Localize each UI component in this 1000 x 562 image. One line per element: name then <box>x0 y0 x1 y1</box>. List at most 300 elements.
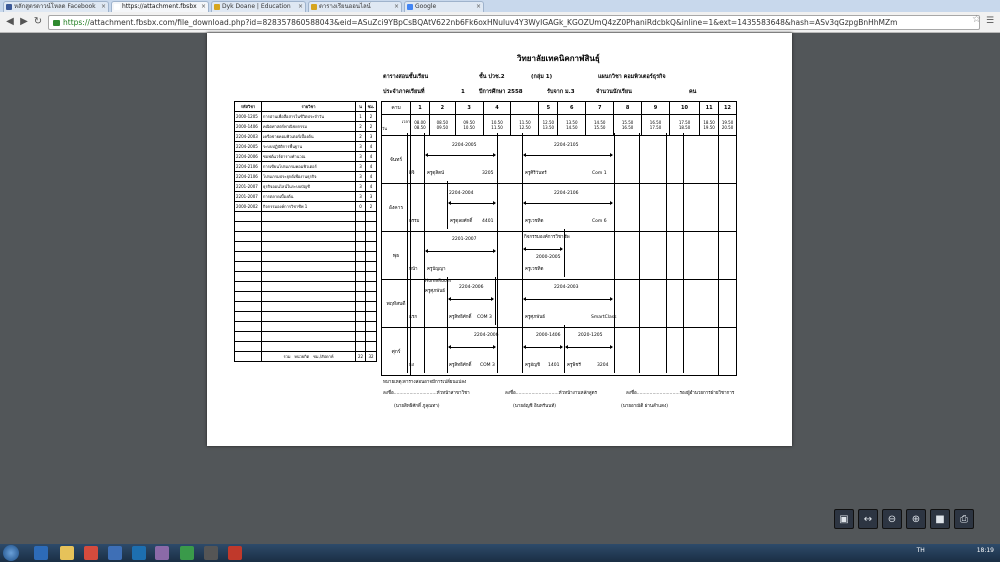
signature-1: ลงชื่อ..............................หัวหน้าสาขาวิชา <box>383 391 470 396</box>
end-time: 12.50 <box>519 125 531 130</box>
table-row <box>235 132 377 142</box>
hours-cell: 4 <box>366 162 377 172</box>
time-slot <box>558 115 586 136</box>
total-credits: 22 <box>356 352 366 362</box>
end-time: 17.50 <box>649 125 662 130</box>
table-row <box>235 162 377 172</box>
grid-line <box>424 325 425 373</box>
duration-arrow <box>524 299 612 300</box>
subject-cell <box>262 222 356 232</box>
code-cell: รหัสวิชา <box>235 102 262 112</box>
entry-teacher: ครูเวชทิต <box>525 219 544 224</box>
subject-cell <box>262 332 356 342</box>
duration-arrow <box>449 347 495 348</box>
time-slot <box>455 115 483 136</box>
start-time: 11.50 <box>519 120 531 125</box>
app-icon[interactable] <box>180 546 194 560</box>
ie-icon[interactable] <box>34 546 48 560</box>
signature-1-name: (นายสิทธิศักดิ์ ภูลุณทา) <box>394 404 440 409</box>
grid-line <box>683 181 684 229</box>
period-number: 4 <box>483 102 511 115</box>
period-number <box>511 102 539 115</box>
close-tab-icon[interactable]: × <box>100 3 106 10</box>
grid-line <box>522 277 523 325</box>
code-cell <box>235 242 262 252</box>
signature-3: ลงชื่อ..............................รองผู้อำนวยการฝ่ายวิชาการ <box>626 391 735 396</box>
subject-cell: การอ่านเพื่อสื่อสารในชีวิตประจำวัน <box>262 112 356 122</box>
hours-cell <box>366 242 377 252</box>
admitted-from: รับจาก ม.3 <box>547 89 575 95</box>
student-count-unit: คน <box>689 89 697 95</box>
code-cell: 2000-2002 <box>235 202 262 212</box>
duration-arrow <box>524 203 612 204</box>
close-tab-icon[interactable]: × <box>200 3 206 10</box>
subject-cell: ซอฟต์แวร์ตารางคำนวณ <box>262 152 356 162</box>
end-time: 11.50 <box>491 125 503 130</box>
day-name: พฤหัสบดี <box>382 280 411 328</box>
time-slot <box>539 115 558 136</box>
hours-cell: 2 <box>366 122 377 132</box>
zoom-out-icon[interactable]: ⊖ <box>882 509 902 529</box>
time-label: เวลา <box>401 119 411 124</box>
code-cell <box>235 232 262 242</box>
total-hours: 32 <box>366 352 377 362</box>
start-time: 10.50 <box>491 120 503 125</box>
period-number: 12 <box>719 102 737 115</box>
table-header <box>235 102 377 112</box>
grid-line <box>639 133 640 181</box>
grid-line <box>497 133 498 181</box>
grid-line <box>497 229 498 277</box>
entry-label: กิจกรรมองค์การวิชาชีพ <box>524 235 570 240</box>
subject-cell <box>262 262 356 272</box>
entry-room: 3204 <box>597 363 609 368</box>
academic-year: ปีการศึกษา 2558 <box>479 89 523 95</box>
browser-tab[interactable] <box>404 1 484 12</box>
end-time: 09.50 <box>436 125 449 130</box>
student-count-label: จำนวนนักเรียน <box>596 89 632 95</box>
day-name: จันทร์ <box>382 136 411 184</box>
entry-code: 2201-2007 <box>452 237 477 242</box>
grid-line <box>683 325 684 373</box>
code-cell: 2000-1205 <box>235 112 262 122</box>
code-cell <box>235 262 262 272</box>
entry-teacher: ครูศิริวันทร์ <box>525 171 547 176</box>
pdf-controls <box>834 509 976 531</box>
entry-code: 2204-2106 <box>554 191 579 196</box>
hours-cell <box>366 222 377 232</box>
subject-cell: การตลาดเบื้องต้น <box>262 192 356 202</box>
code-cell: 2204-2003 <box>235 132 262 142</box>
code-cell <box>235 292 262 302</box>
zoom-in-icon[interactable]: ⊕ <box>906 509 926 529</box>
subject-cell <box>262 232 356 242</box>
subject-cell: โปรแกรมประยุกต์เพื่องานธุรกิจ <box>262 172 356 182</box>
entry-room: Com 6 <box>592 219 607 224</box>
credit-cell: 3 <box>356 192 366 202</box>
code-cell <box>235 312 262 322</box>
system-tray <box>917 547 994 554</box>
credit-cell <box>356 282 366 292</box>
time-slot <box>614 115 642 136</box>
credit-cell <box>356 342 366 352</box>
subject-cell: เครือข่ายคอมพิวเตอร์เบื้องต้น <box>262 132 356 142</box>
period-number: 9 <box>642 102 670 115</box>
code-cell <box>235 322 262 332</box>
duration-arrow <box>449 299 493 300</box>
windows-taskbar <box>0 544 1000 562</box>
subject-cell: ธุรกิจออนไลน์ในระบบบัญชี <box>262 182 356 192</box>
grid-line <box>407 325 408 373</box>
close-tab-icon[interactable]: × <box>393 3 399 10</box>
period-number: 3 <box>455 102 483 115</box>
period-number: 7 <box>586 102 614 115</box>
end-time: 10.50 <box>463 125 475 130</box>
browser-tab[interactable] <box>308 1 402 12</box>
url-scheme: https:// <box>63 18 90 27</box>
day-name: ศุกร์ <box>382 328 411 376</box>
grid-line <box>424 229 425 277</box>
code-cell: 2000-1406 <box>235 122 262 132</box>
url-text: attachment.fbsbx.com/file_download.php?id=828357860588043&eid=ASuZci9YBpCsBQAtV622nb6Fk6oxHNuluv4Y3WyIGAGk_KGOZUmQ4zZ0PhaniRdcbkQ&inline=1&ext=1435583648&hash=ASv3qGzpgBnHhMZm <box>89 18 898 27</box>
grid-line <box>522 133 523 181</box>
totals-label <box>235 352 262 362</box>
entry-code: 2204-2005 <box>452 143 477 148</box>
entry-teacher: ครูดุลยศักดิ์ <box>450 219 473 224</box>
entry-teacher: ครูสิทธิศักดิ์ <box>449 315 472 320</box>
subject-cell <box>262 212 356 222</box>
entry-room: 1401 <box>548 363 560 368</box>
credit-cell <box>356 252 366 262</box>
reload-button[interactable]: ↻ <box>33 16 43 27</box>
entry-teacher: ครูดุสิตน์ <box>427 171 445 176</box>
grid-line <box>683 133 684 181</box>
lock-icon <box>53 20 60 26</box>
table-row <box>235 172 377 182</box>
hours-cell <box>366 252 377 262</box>
credit-cell <box>356 302 366 312</box>
end-time: 08.50 <box>414 125 426 130</box>
period-number: 6 <box>558 102 586 115</box>
credit-cell <box>356 292 366 302</box>
slot-cell <box>719 280 737 328</box>
code-cell <box>235 302 262 312</box>
start-time: 18.50 <box>703 120 715 125</box>
entry-teacher: ครูสิทธิศักดิ์ <box>449 363 472 368</box>
browser-toolbar <box>0 12 1000 33</box>
end-time: 15.50 <box>593 125 606 130</box>
start-time: 16.50 <box>649 120 662 125</box>
hours-cell: 2 <box>366 112 377 122</box>
duration-arrow <box>524 155 612 156</box>
time-slot <box>511 115 539 136</box>
entry-room: 3205 <box>482 171 494 176</box>
credit-cell: 2 <box>356 132 366 142</box>
fit-width-icon[interactable]: ↔ <box>858 509 878 529</box>
grid-line <box>447 181 448 229</box>
code-cell: 2204-2106 <box>235 162 262 172</box>
start-time: 14.50 <box>593 120 606 125</box>
grid-line <box>407 133 408 181</box>
table-row <box>235 232 377 242</box>
table-row <box>235 322 377 332</box>
footer-note: หมายเหตุ:ตารางสอนอาจมีการเปลี่ยนแปลง <box>383 380 467 385</box>
grid-line <box>666 133 667 181</box>
time-slot <box>669 115 699 136</box>
totals-row <box>235 352 377 362</box>
slot-cell <box>719 136 737 184</box>
hours-cell: 4 <box>366 142 377 152</box>
duration-arrow <box>426 251 495 252</box>
tab-favicon-icon <box>311 4 317 10</box>
subject-cell <box>262 252 356 262</box>
grid-line <box>639 181 640 229</box>
semester-value: 1 <box>461 89 465 95</box>
language-indicator[interactable]: TH <box>916 547 925 554</box>
duration-arrow <box>524 347 562 348</box>
signature-2-name: (นายอัญชิ อินทร์นนท์) <box>513 404 557 409</box>
time-slot <box>586 115 614 136</box>
entry-code: 2204-2006 <box>459 285 484 290</box>
end-time: 18.50 <box>678 125 691 130</box>
period-word: ดิจิ <box>409 171 415 176</box>
start-time: 12.50 <box>542 120 555 125</box>
grid-line <box>447 325 448 373</box>
grid-line <box>614 229 615 277</box>
period-number: 10 <box>669 102 699 115</box>
entry-teacher: ครูปัญญา <box>427 267 446 272</box>
hours-cell: ชม. <box>366 102 377 112</box>
subject-cell: รายวิชา <box>262 102 356 112</box>
hours-cell: 3 <box>366 132 377 142</box>
start-button[interactable] <box>3 545 19 561</box>
grid-line <box>683 229 684 277</box>
hours-cell <box>366 282 377 292</box>
code-cell: 2204-2006 <box>235 152 262 162</box>
period-word: แรก <box>409 315 418 320</box>
subject-cell: ระบบปฏิบัติการพื้นฐาน <box>262 142 356 152</box>
entry-room: COM 3 <box>480 363 495 368</box>
hours-cell <box>366 342 377 352</box>
code-cell <box>235 282 262 292</box>
table-row <box>235 122 377 132</box>
entry-room: Com 1 <box>592 171 607 176</box>
credit-cell: 0 <box>356 202 366 212</box>
credit-cell <box>356 332 366 342</box>
day-name: อังคาร <box>382 184 411 232</box>
grid-line <box>639 277 640 325</box>
credit-cell <box>356 312 366 322</box>
subject-cell <box>262 302 356 312</box>
table-row <box>235 142 377 152</box>
period-header-row <box>382 102 737 115</box>
code-cell <box>235 212 262 222</box>
schedule-title: ตารางสอนชั้นเรียน <box>383 74 429 80</box>
period-word: กรรม <box>409 219 420 224</box>
subject-cell <box>262 272 356 282</box>
code-cell: 2204-2106 <box>235 172 262 182</box>
totals-text: รวม หน่วยกิต ชม./สัปดาห์ <box>262 352 356 362</box>
credit-cell: น <box>356 102 366 112</box>
class-group: (กลุ่ม 1) <box>531 74 553 80</box>
subject-cell: กิจกรรมองค์การวิชาชีพ 1 <box>262 202 356 212</box>
entry-room: 4401 <box>482 219 494 224</box>
code-cell <box>235 252 262 262</box>
semester-label: ประจำภาคเรียนที่ <box>383 89 425 95</box>
entry-label: HomeRoom <box>425 279 452 284</box>
department: แผนกวิชา คอมพิวเตอร์ธุรกิจ <box>598 74 666 80</box>
table-row <box>235 192 377 202</box>
credit-cell <box>356 212 366 222</box>
tab-favicon-icon <box>407 4 413 10</box>
subject-cell: การเขียนโปรแกรมคอมพิวเตอร์ <box>262 162 356 172</box>
bookmark-star-icon[interactable]: ☆ <box>972 14 981 25</box>
code-cell <box>235 272 262 282</box>
entry-code: 2000-1406 <box>536 333 561 338</box>
subject-cell <box>262 312 356 322</box>
app-icon[interactable] <box>132 546 146 560</box>
credit-cell: 3 <box>356 182 366 192</box>
slot-cell <box>719 328 737 376</box>
grid-line <box>639 325 640 373</box>
start-time: 13.50 <box>566 120 578 125</box>
class-level: ชั้น ปวช.2 <box>479 74 505 80</box>
credit-cell: 3 <box>356 162 366 172</box>
subject-cell <box>262 342 356 352</box>
code-cell: 2204-2005 <box>235 142 262 152</box>
start-time: 15.50 <box>621 120 634 125</box>
start-time: 19.50 <box>721 120 734 125</box>
hours-cell <box>366 322 377 332</box>
hours-cell: 4 <box>366 182 377 192</box>
table-row <box>235 182 377 192</box>
browser-tab[interactable] <box>211 1 306 12</box>
subject-cell <box>262 292 356 302</box>
grid-line <box>407 181 408 229</box>
browser-tab[interactable] <box>111 1 209 12</box>
hours-cell: 3 <box>366 192 377 202</box>
credit-cell: 1 <box>356 112 366 122</box>
credit-cell: 2 <box>356 122 366 132</box>
credit-cell: 3 <box>356 152 366 162</box>
tab-favicon-icon <box>214 4 220 10</box>
grid-line <box>407 277 408 325</box>
end-time: 14.50 <box>566 125 578 130</box>
table-row <box>235 222 377 232</box>
close-tab-icon[interactable]: × <box>475 3 481 10</box>
forward-button[interactable]: ▶ <box>20 16 28 27</box>
back-button[interactable]: ◀ <box>6 16 14 27</box>
tab-label: ตารางเรียนออนไลน์ <box>319 3 371 10</box>
chrome-icon[interactable] <box>84 546 98 560</box>
close-tab-icon[interactable]: × <box>297 3 303 10</box>
address-bar[interactable] <box>48 15 980 30</box>
grid-line <box>522 181 523 229</box>
period-word: หน้า <box>409 267 418 272</box>
code-cell: 2201-2007 <box>235 192 262 202</box>
signature-3-name: (นายอาณัติ ผ่านสำแดง) <box>621 404 669 409</box>
subjects-table <box>234 101 377 362</box>
hours-cell: 2 <box>366 202 377 212</box>
start-time: 08.50 <box>436 120 449 125</box>
explorer-icon[interactable] <box>60 546 74 560</box>
credit-cell <box>356 222 366 232</box>
day-label: วัน <box>382 126 387 131</box>
code-cell: 2201-2007 <box>235 182 262 192</box>
table-row <box>235 282 377 292</box>
time-slot <box>719 115 737 136</box>
menu-icon[interactable]: ☰ <box>986 16 995 26</box>
fit-page-icon[interactable]: ▣ <box>834 509 854 529</box>
period-word: ธง <box>409 363 414 368</box>
hours-cell <box>366 212 377 222</box>
time-slot <box>411 115 430 136</box>
credit-cell: 3 <box>356 172 366 182</box>
start-time: 09.50 <box>463 120 475 125</box>
grid-line <box>522 325 523 373</box>
subject-cell: คณิตศาสตร์พาณิชยกรรม <box>262 122 356 132</box>
time-slot <box>700 115 719 136</box>
entry-code: 2204-2006 <box>474 333 499 338</box>
grid-line <box>424 133 425 181</box>
table-row <box>235 242 377 252</box>
app-icon[interactable] <box>204 546 218 560</box>
code-cell <box>235 342 262 352</box>
print-icon[interactable]: ⎙ <box>954 509 974 529</box>
credit-cell <box>356 232 366 242</box>
grid-line <box>666 229 667 277</box>
entry-teacher: ครูศุภพันธ์ <box>525 315 546 320</box>
grid-line <box>407 229 408 277</box>
credit-cell: 3 <box>356 142 366 152</box>
entry-code: 2204-2105 <box>554 143 579 148</box>
entry-code: 2204-2004 <box>449 191 474 196</box>
save-icon[interactable]: ■ <box>930 509 950 529</box>
table-row <box>235 292 377 302</box>
table-row <box>235 332 377 342</box>
table-row <box>235 342 377 352</box>
tab-label: Dyk Doane | Education <box>222 3 291 10</box>
end-time: 13.50 <box>542 125 555 130</box>
app-icon[interactable] <box>228 546 242 560</box>
subject-cell <box>262 242 356 252</box>
subject-cell <box>262 322 356 332</box>
code-cell <box>235 222 262 232</box>
table-row <box>235 302 377 312</box>
grid-line <box>666 181 667 229</box>
app-icon[interactable] <box>155 546 169 560</box>
tab-label: Google <box>415 3 437 10</box>
table-row <box>235 252 377 262</box>
entry-code: 2000-2005 <box>536 255 561 260</box>
hours-cell <box>366 302 377 312</box>
browser-tab[interactable] <box>3 1 109 12</box>
time-slot <box>429 115 455 136</box>
entry-teacher: ครูอัญชิ <box>525 363 541 368</box>
day-name: พุธ <box>382 232 411 280</box>
table-row <box>235 202 377 212</box>
grid-line <box>614 325 615 373</box>
subject-cell <box>262 282 356 292</box>
browser-tab-strip <box>0 0 1000 12</box>
grid-line <box>614 181 615 229</box>
code-cell <box>235 332 262 342</box>
table-row <box>235 312 377 322</box>
table-row <box>235 152 377 162</box>
app-icon[interactable] <box>108 546 122 560</box>
clock[interactable]: 18:19 <box>976 547 994 554</box>
hours-cell <box>366 292 377 302</box>
